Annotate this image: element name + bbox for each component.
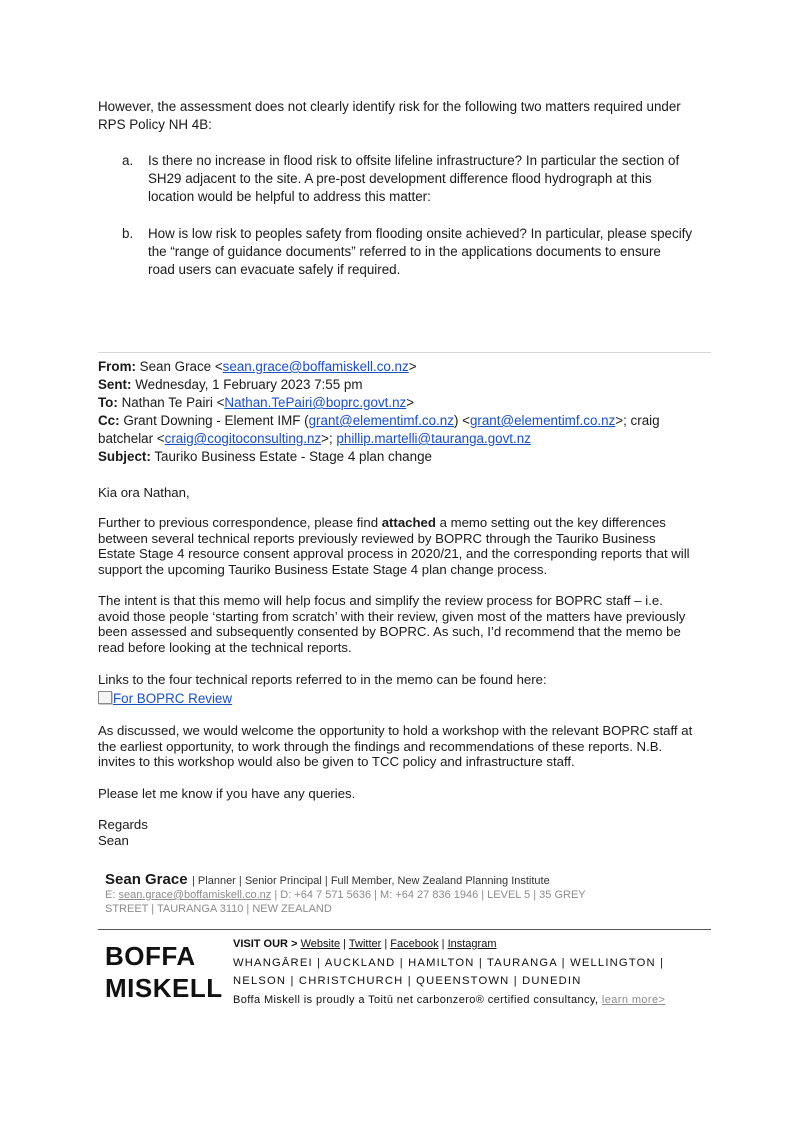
facebook-link[interactable]: Facebook: [390, 938, 439, 950]
subject-value: Tauriko Business Estate - Stage 4 plan change: [154, 449, 432, 464]
list-line: How is low risk to peoples safety from flooding onsite achieved? In particular, please specify: [148, 226, 693, 241]
body-line: The intent is that this memo will help focus and simplify the review process for BOPRC staff – i.e.: [98, 593, 663, 608]
cc-text: batchelar <: [98, 431, 165, 446]
cc-email-link[interactable]: craig@cogitoconsulting.nz: [164, 431, 322, 446]
body-line: avoid those people ‘starting from scratch’ with their review, given most of the matters have previously: [98, 608, 686, 624]
greeting: Kia ora Nathan,: [98, 485, 190, 500]
body-line: Links to the four technical reports referred to in the memo can be found here:: [98, 672, 547, 687]
to-label: To:: [98, 395, 118, 410]
body-line: As discussed, we would welcome the opportunity to hold a workshop with the relevant BOPRC staff at: [98, 723, 693, 738]
cc-line-2: [98, 430, 531, 448]
body-line: Estate Stage 4 resource consent approval process in 2020/21, and the corresponding reports that will: [98, 546, 690, 562]
sign-off: Sean: [98, 832, 129, 848]
body-paragraph-4: [98, 723, 738, 770]
list-line: the “range of guidance documents” referred to in the applications documents to ensure: [148, 244, 661, 259]
to-email-link[interactable]: Nathan.TePairi@boprc.govt.nz: [224, 395, 407, 410]
signature-title: | Planner | Senior Principal | Full Member, New Zealand Planning Institute: [192, 875, 550, 887]
body-bold-text: attached: [381, 515, 436, 530]
subject-line: [98, 448, 432, 466]
body-paragraph-5: Please let me know if you have any queries.: [98, 786, 356, 801]
review-link-row: [98, 690, 738, 708]
list-marker: a.: [122, 153, 134, 168]
signature-email-link[interactable]: sean.grace@boffamiskell.co.nz: [118, 889, 272, 901]
logo-line: BOFFA: [105, 941, 196, 971]
contact-line: [105, 888, 586, 902]
cc-email-link[interactable]: grant@elementimf.co.nz: [469, 413, 616, 428]
to-end: >: [406, 395, 415, 410]
cc-email-link[interactable]: phillip.martelli@tauranga.govt.nz: [336, 431, 531, 446]
body-line: support the upcoming Tauriko Business Estate Stage 4 plan change process.: [98, 561, 548, 577]
list-line: Is there no increase in flood risk to offsite lifeline infrastructure? In particular the section of: [148, 153, 680, 168]
carbonzero-line: [233, 994, 665, 1006]
cc-line: [98, 412, 660, 430]
list-line: location would be helpful to address this matter:: [148, 189, 431, 204]
learn-more-link[interactable]: learn more>: [601, 994, 666, 1006]
body-line: the earliest opportunity, to work through the findings and recommendations of these reports. N.B.: [98, 738, 663, 754]
body-line: [98, 515, 738, 531]
signature-title-line: [105, 871, 550, 889]
website-link[interactable]: Website: [300, 938, 341, 950]
logo-line: MISKELL: [105, 973, 223, 1003]
cc-text: Grant Downing - Element IMF (: [123, 413, 309, 428]
closing: [98, 817, 718, 848]
body-line: between several technical reports previously reviewed by BOPRC through the Tauriko Business: [98, 530, 656, 546]
carbon-text: Boffa Miskell is proudly a Toitū net carbonzero® certified consultancy,: [233, 994, 602, 1006]
cc-text: >; craig: [615, 413, 660, 428]
cc-text: ) <: [453, 413, 470, 428]
intro-paragraph: [98, 98, 718, 134]
regards: Regards: [98, 817, 148, 832]
cc-label: Cc:: [98, 413, 120, 428]
signature-contact: [105, 888, 586, 916]
cc-text: >;: [321, 431, 337, 446]
body-line: read before looking at the technical reports.: [98, 639, 352, 655]
boffa-miskell-logo: [105, 940, 223, 1004]
subject-label: Subject:: [98, 449, 151, 464]
from-email-link[interactable]: sean.grace@boffamiskell.co.nz: [222, 359, 409, 374]
body-paragraph-1: [98, 515, 738, 577]
visit-links-row: [233, 938, 497, 950]
cities-line-2: NELSON | CHRISTCHURCH | QUEENSTOWN | DUNEDIN: [233, 975, 582, 987]
email-divider: [98, 352, 711, 353]
for-boprc-review-link[interactable]: For BOPRC Review: [113, 690, 233, 706]
instagram-link[interactable]: Instagram: [447, 938, 497, 950]
intro-line: However, the assessment does not clearly identify risk for the following two matters required under: [98, 99, 681, 114]
body-line: invites to this workshop would also be given to TCC policy and infrastructure staff.: [98, 754, 575, 770]
separator: |: [384, 938, 388, 950]
sent-label: Sent:: [98, 377, 132, 392]
from-line: [98, 358, 417, 376]
signature-name: Sean Grace: [105, 871, 188, 888]
body-text: Further to previous correspondence, please find: [98, 515, 382, 530]
intro-line: RPS Policy NH 4B:: [98, 117, 212, 132]
from-end: >: [408, 359, 417, 374]
address-line: STREET | TAURANGA 3110 | NEW ZEALAND: [105, 903, 332, 915]
from-name: Sean Grace <: [139, 359, 223, 374]
body-line: been assessed and subsequently consented by BOPRC. As such, I’d recommend that the memo be: [98, 624, 681, 640]
visit-label: VISIT OUR >: [233, 938, 298, 950]
separator: |: [343, 938, 347, 950]
twitter-link[interactable]: Twitter: [348, 938, 382, 950]
list-line: road users can evacuate safely if required.: [148, 262, 401, 277]
sent-value: Wednesday, 1 February 2023 7:55 pm: [135, 377, 363, 392]
to-line: [98, 394, 414, 412]
signature-divider: [98, 929, 711, 930]
list-line: SH29 adjacent to the site. A pre-post development difference flood hydrograph at this: [148, 171, 652, 186]
separator: |: [441, 938, 445, 950]
sent-line: [98, 376, 363, 394]
cc-email-link[interactable]: grant@elementimf.co.nz: [308, 413, 454, 428]
list-marker: b.: [122, 226, 134, 241]
body-paragraph-3: [98, 672, 738, 708]
cities-line-1: WHANGĀREI | AUCKLAND | HAMILTON | TAURANGA | WELLINGTON |: [233, 957, 665, 969]
contact-rest: | D: +64 7 571 5636 | M: +64 27 836 1946 | LEVEL 5 | 35 GREY: [271, 889, 586, 901]
to-name: Nathan Te Pairi <: [121, 395, 225, 410]
broken-image-icon: [98, 691, 112, 704]
from-label: From:: [98, 359, 136, 374]
body-text: a memo setting out the key differences: [435, 515, 666, 530]
email-prefix: E:: [105, 889, 119, 901]
body-paragraph-2: [98, 593, 738, 655]
